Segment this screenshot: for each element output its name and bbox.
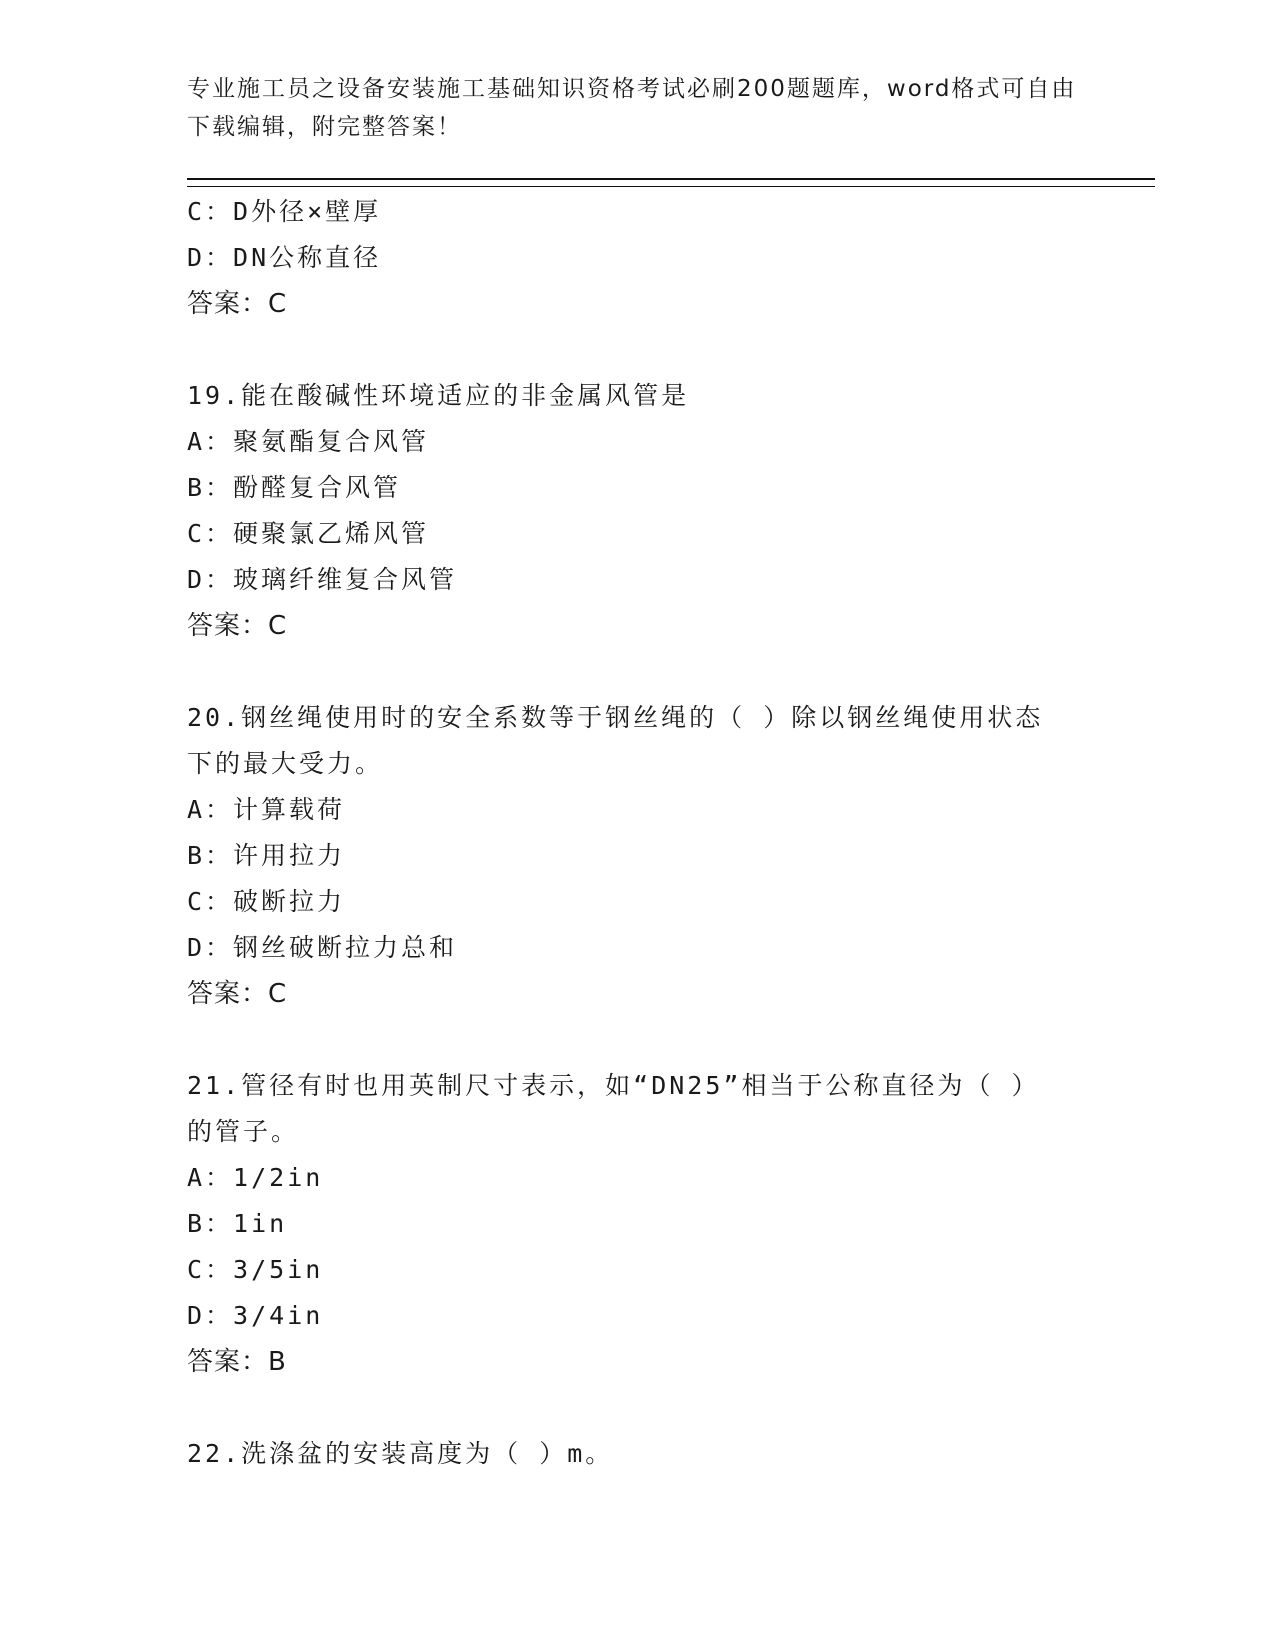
answer: 答案：C	[187, 611, 288, 641]
question-21	[187, 1063, 1087, 1385]
header-title-line-1: 专业施工员之设备安装施工基础知识资格考试必刷200题题库，word格式可自由	[187, 76, 1077, 102]
question-stem-continued: 下的最大受力。	[187, 749, 384, 778]
option-d: D：钢丝破断拉力总和	[187, 933, 458, 962]
page-header	[187, 70, 1077, 146]
option-c: C：硬聚氯乙烯风管	[187, 519, 430, 548]
option-b: B：许用拉力	[187, 841, 346, 870]
answer: 答案：C	[187, 289, 288, 319]
spacer	[187, 1017, 1087, 1063]
option-a: A：计算载荷	[187, 795, 346, 824]
option-d: D：DN公称直径	[187, 243, 382, 272]
spacer	[187, 327, 1087, 373]
question-list	[187, 189, 1087, 1477]
header-divider	[187, 178, 1155, 187]
question-20	[187, 695, 1087, 1017]
option-c: C：破断拉力	[187, 887, 346, 916]
option-a: A：聚氨酯复合风管	[187, 427, 430, 456]
question-22	[187, 1431, 1087, 1477]
option-b: B：1in	[187, 1209, 288, 1238]
question-stem-continued: 的管子。	[187, 1117, 300, 1146]
question-19	[187, 373, 1087, 649]
option-a: A：1/2in	[187, 1163, 324, 1192]
answer: 答案：B	[187, 1347, 287, 1377]
question-stem: 20.钢丝绳使用时的安全系数等于钢丝绳的（ ）除以钢丝绳使用状态	[187, 703, 1044, 732]
question-18-continuation	[187, 189, 1087, 327]
question-stem: 19.能在酸碱性环境适应的非金属风管是	[187, 381, 690, 410]
answer: 答案：C	[187, 979, 288, 1009]
spacer	[187, 649, 1087, 695]
option-d: D：3/4in	[187, 1301, 324, 1330]
option-c: C：3/5in	[187, 1255, 324, 1284]
spacer	[187, 1385, 1087, 1431]
question-stem: 22.洗涤盆的安装高度为（ ）m。	[187, 1439, 614, 1468]
question-stem: 21.管径有时也用英制尺寸表示，如“DN25”相当于公称直径为（ ）	[187, 1071, 1040, 1100]
option-c: C：D外径×壁厚	[187, 197, 382, 226]
header-title-line-2: 下载编辑，附完整答案！	[187, 114, 462, 140]
option-d: D：玻璃纤维复合风管	[187, 565, 458, 594]
option-b: B：酚醛复合风管	[187, 473, 402, 502]
